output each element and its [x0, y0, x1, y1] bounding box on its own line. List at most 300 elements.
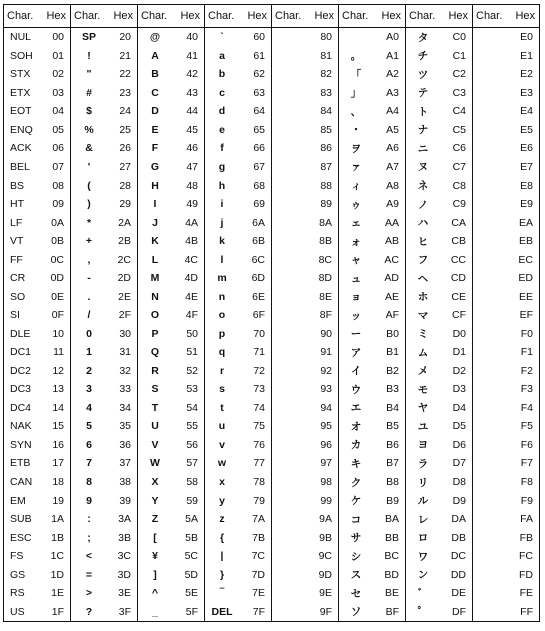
table-row	[4, 380, 70, 399]
table-row	[71, 102, 137, 121]
table-column	[473, 5, 539, 621]
header-char-label: Char.	[208, 10, 235, 22]
char-cell: w	[217, 457, 227, 470]
hex-cell: 60	[253, 31, 265, 44]
table-row	[339, 250, 405, 269]
char-cell: 、	[350, 105, 362, 118]
char-cell: ル	[417, 495, 429, 508]
table-row	[272, 158, 338, 177]
hex-cell: B7	[386, 457, 399, 470]
char-cell: ENQ	[10, 123, 33, 136]
char-cell: DLE	[10, 327, 31, 340]
table-row	[71, 584, 137, 603]
char-cell: ィ	[350, 180, 362, 193]
char-cell: )	[87, 198, 91, 211]
header-char-label: Char.	[141, 10, 168, 22]
table-row	[138, 269, 204, 288]
char-cell: ミ	[417, 328, 429, 341]
hex-cell: EA	[518, 216, 533, 229]
table-row	[4, 232, 70, 251]
hex-cell: B5	[386, 420, 399, 433]
hex-cell: F3	[520, 383, 533, 396]
hex-cell: 62	[253, 68, 265, 81]
char-cell: ヘ	[417, 272, 429, 285]
table-row	[71, 510, 137, 529]
table-row	[71, 121, 137, 140]
hex-cell: D8	[452, 476, 466, 489]
char-cell: u	[218, 420, 226, 433]
hex-cell: AD	[384, 272, 399, 285]
hex-cell: E2	[520, 68, 533, 81]
hex-cell: 99	[320, 494, 332, 507]
hex-cell: 25	[119, 123, 131, 136]
hex-cell: 8B	[319, 235, 332, 248]
char-cell: [	[153, 531, 157, 544]
table-row	[473, 417, 539, 436]
hex-cell: 7B	[252, 531, 265, 544]
table-row	[473, 528, 539, 547]
hex-cell: 8D	[318, 272, 332, 285]
column-rows	[406, 28, 472, 621]
hex-cell: 3D	[117, 568, 131, 581]
table-row	[406, 121, 472, 140]
hex-cell: 5C	[184, 550, 198, 563]
table-row	[4, 195, 70, 214]
hex-cell: 58	[186, 476, 198, 489]
hex-cell: 6F	[252, 309, 265, 322]
char-cell: CAN	[10, 476, 33, 489]
char-cell: カ	[350, 439, 362, 452]
hex-cell: 49	[186, 198, 198, 211]
hex-cell: 24	[119, 105, 131, 118]
hex-cell: 72	[253, 364, 265, 377]
char-cell: 1	[86, 346, 92, 359]
hex-cell: 3B	[118, 531, 131, 544]
char-cell: J	[152, 216, 158, 229]
hex-cell: 4D	[184, 272, 198, 285]
column-header	[339, 5, 405, 28]
column-header	[473, 5, 539, 28]
hex-cell: C6	[452, 142, 466, 155]
char-cell: ュ	[350, 272, 362, 285]
table-row	[138, 491, 204, 510]
hex-cell: C0	[452, 31, 466, 44]
char-cell: NAK	[10, 420, 32, 433]
hex-cell: E7	[520, 160, 533, 173]
table-row	[205, 399, 271, 418]
table-row	[272, 547, 338, 566]
char-cell: ウ	[350, 383, 362, 396]
hex-cell: 78	[253, 476, 265, 489]
hex-cell: 9F	[319, 605, 332, 618]
table-row	[272, 454, 338, 473]
table-row	[205, 565, 271, 584]
table-row	[272, 195, 338, 214]
char-cell: ロ	[417, 532, 429, 545]
table-row	[71, 195, 137, 214]
table-row	[339, 417, 405, 436]
hex-cell: 07	[52, 160, 64, 173]
table-row	[406, 269, 472, 288]
table-row	[473, 84, 539, 103]
char-cell: !	[87, 49, 91, 62]
char-cell: ;	[87, 531, 91, 544]
hex-cell: 6C	[251, 253, 265, 266]
char-cell: j	[220, 216, 224, 229]
table-row	[138, 473, 204, 492]
char-cell: v	[219, 438, 225, 451]
table-row	[205, 139, 271, 158]
table-row	[272, 306, 338, 325]
hex-cell: 55	[186, 420, 198, 433]
table-row	[406, 436, 472, 455]
hex-cell: 3F	[118, 605, 131, 618]
hex-cell: E1	[520, 49, 533, 62]
hex-cell: C7	[452, 160, 466, 173]
char-cell: 「	[350, 68, 362, 81]
table-row	[71, 380, 137, 399]
header-hex-label: Hex	[113, 10, 133, 22]
table-column	[205, 5, 272, 621]
hex-cell: 9C	[318, 550, 332, 563]
hex-cell: 22	[119, 68, 131, 81]
char-cell: ナ	[417, 124, 429, 137]
table-row	[205, 584, 271, 603]
table-row	[138, 454, 204, 473]
table-row	[473, 47, 539, 66]
hex-cell: CC	[450, 253, 466, 266]
hex-cell: 14	[52, 401, 64, 414]
char-cell: N	[151, 290, 159, 303]
table-row	[339, 491, 405, 510]
table-row	[272, 121, 338, 140]
table-row	[272, 84, 338, 103]
table-row	[4, 213, 70, 232]
table-row	[205, 250, 271, 269]
header-hex-label: Hex	[515, 10, 535, 22]
header-char-label: Char.	[476, 10, 503, 22]
hex-cell: 0C	[50, 253, 64, 266]
char-cell: m	[217, 272, 227, 285]
hex-cell: A8	[386, 179, 399, 192]
table-row	[272, 491, 338, 510]
table-row	[473, 102, 539, 121]
char-cell: $	[86, 105, 92, 118]
table-row	[473, 65, 539, 84]
hex-cell: 98	[320, 476, 332, 489]
hex-cell: 1C	[50, 550, 64, 563]
hex-cell: 7D	[251, 568, 265, 581]
char-cell: DC4	[10, 401, 32, 414]
char-cell: ム	[417, 346, 429, 359]
column-header	[138, 5, 204, 28]
hex-cell: 27	[119, 160, 131, 173]
hex-cell: D5	[452, 420, 466, 433]
column-header	[272, 5, 338, 28]
hex-cell: 77	[253, 457, 265, 470]
char-cell: 0	[86, 327, 92, 340]
table-row	[339, 65, 405, 84]
hex-cell: B0	[386, 327, 399, 340]
char-cell: K	[151, 235, 159, 248]
table-row	[71, 528, 137, 547]
table-row	[205, 158, 271, 177]
table-row	[339, 47, 405, 66]
table-row	[473, 28, 539, 47]
hex-cell: CD	[450, 272, 466, 285]
hex-cell: F5	[520, 420, 533, 433]
table-row	[138, 47, 204, 66]
table-column	[138, 5, 205, 621]
table-row	[272, 362, 338, 381]
table-row	[339, 584, 405, 603]
hex-cell: DB	[451, 531, 466, 544]
hex-cell: E4	[520, 105, 533, 118]
char-cell: P	[151, 327, 159, 340]
char-cell: DEL	[211, 605, 233, 618]
table-row	[71, 399, 137, 418]
hex-cell: 33	[119, 383, 131, 396]
char-cell: ESC	[10, 531, 32, 544]
char-cell: SOH	[10, 49, 33, 62]
hex-cell: 61	[253, 49, 265, 62]
char-cell: イ	[350, 365, 362, 378]
table-row	[473, 565, 539, 584]
table-row	[205, 491, 271, 510]
table-row	[272, 28, 338, 47]
table-row	[71, 473, 137, 492]
char-cell: 。	[350, 50, 362, 63]
hex-cell: B3	[386, 383, 399, 396]
table-row	[339, 176, 405, 195]
hex-cell: 32	[119, 364, 131, 377]
char-cell: n	[218, 290, 226, 303]
table-row	[339, 547, 405, 566]
hex-cell: 2E	[118, 290, 131, 303]
char-cell: e	[219, 123, 225, 136]
char-cell: 7	[86, 457, 92, 470]
hex-cell: 20	[119, 31, 131, 44]
hex-cell: AB	[384, 235, 399, 248]
hex-cell: A4	[386, 105, 399, 118]
table-column	[272, 5, 339, 621]
table-row	[339, 602, 405, 621]
char-cell: z	[219, 513, 225, 526]
char-cell: V	[151, 438, 159, 451]
char-cell: b	[218, 68, 226, 81]
char-cell: (	[87, 179, 91, 192]
table-row	[71, 436, 137, 455]
header-hex-label: Hex	[46, 10, 66, 22]
hex-cell: 92	[320, 364, 332, 377]
char-cell: ア	[350, 346, 362, 359]
table-row	[4, 250, 70, 269]
hex-cell: CB	[451, 235, 466, 248]
table-row	[138, 343, 204, 362]
char-cell: エ	[350, 402, 362, 415]
hex-cell: 9A	[319, 513, 332, 526]
table-row	[406, 528, 472, 547]
column-rows	[339, 28, 405, 621]
hex-cell: 64	[253, 105, 265, 118]
table-row	[138, 213, 204, 232]
table-row	[138, 528, 204, 547]
table-row	[205, 473, 271, 492]
hex-cell: 69	[253, 198, 265, 211]
hex-cell: 93	[320, 383, 332, 396]
char-cell: E	[151, 123, 159, 136]
char-cell: ネ	[417, 180, 429, 193]
table-column	[339, 5, 406, 621]
char-cell: ヤ	[417, 402, 429, 415]
char-cell: ・	[350, 124, 362, 137]
char-cell: k	[219, 235, 225, 248]
char-cell: L	[151, 253, 159, 266]
char-cell: BEL	[10, 160, 30, 173]
table-row	[205, 602, 271, 621]
table-row	[406, 343, 472, 362]
table-row	[473, 158, 539, 177]
hex-cell: 0E	[51, 290, 64, 303]
table-row	[406, 325, 472, 344]
char-cell: `	[220, 31, 224, 44]
char-cell: ゜	[417, 606, 429, 619]
char-cell: c	[219, 86, 225, 99]
hex-cell: 40	[186, 31, 198, 44]
table-row	[205, 417, 271, 436]
char-cell: S	[151, 383, 159, 396]
hex-cell: 7A	[252, 513, 265, 526]
char-cell: 」	[350, 87, 362, 100]
hex-cell: B2	[386, 364, 399, 377]
char-cell: ヲ	[350, 142, 362, 155]
table-row	[205, 269, 271, 288]
char-cell: モ	[417, 383, 429, 396]
hex-cell: 81	[320, 49, 332, 62]
hex-cell: A3	[386, 86, 399, 99]
table-row	[406, 158, 472, 177]
char-cell: ¥	[152, 550, 158, 563]
char-cell: q	[218, 346, 226, 359]
hex-cell: 66	[253, 142, 265, 155]
table-row	[406, 602, 472, 621]
hex-cell: A5	[386, 123, 399, 136]
hex-cell: BC	[384, 550, 399, 563]
hex-cell: DC	[450, 550, 466, 563]
hex-cell: EC	[518, 253, 533, 266]
hex-cell: 19	[52, 494, 64, 507]
char-cell: RS	[10, 587, 25, 600]
hex-cell: 9B	[319, 531, 332, 544]
char-cell: ワ	[417, 550, 429, 563]
header-hex-label: Hex	[448, 10, 468, 22]
table-row	[4, 584, 70, 603]
hex-cell: 1E	[51, 587, 64, 600]
hex-cell: 4F	[185, 309, 198, 322]
table-row	[71, 417, 137, 436]
char-cell: HT	[10, 198, 24, 211]
char-cell: ォ	[350, 235, 362, 248]
char-cell: {	[219, 531, 225, 544]
table-row	[205, 232, 271, 251]
table-row	[71, 454, 137, 473]
hex-cell: F2	[520, 364, 533, 377]
hex-cell: F0	[520, 327, 533, 340]
hex-cell: 89	[320, 198, 332, 211]
table-row	[339, 473, 405, 492]
header-hex-label: Hex	[314, 10, 334, 22]
char-cell: :	[87, 513, 91, 526]
char-cell: EM	[10, 494, 26, 507]
hex-cell: 04	[52, 105, 64, 118]
table-row	[4, 287, 70, 306]
hex-cell: 4E	[185, 290, 198, 303]
hex-cell: E6	[520, 142, 533, 155]
hex-cell: A0	[386, 31, 399, 44]
hex-cell: 87	[320, 160, 332, 173]
table-row	[272, 287, 338, 306]
hex-cell: A9	[386, 198, 399, 211]
table-row	[473, 454, 539, 473]
hex-cell: 35	[119, 420, 131, 433]
table-row	[138, 325, 204, 344]
char-cell: ャ	[350, 254, 362, 267]
table-row	[205, 528, 271, 547]
table-row	[406, 306, 472, 325]
char-cell: US	[10, 605, 25, 618]
table-row	[4, 362, 70, 381]
hex-cell: DD	[450, 568, 466, 581]
hex-cell: 52	[186, 364, 198, 377]
char-cell: ノ	[417, 198, 429, 211]
hex-cell: 85	[320, 123, 332, 136]
char-cell: C	[151, 86, 159, 99]
column-rows	[4, 28, 70, 621]
table-row	[339, 362, 405, 381]
hex-cell: 42	[186, 68, 198, 81]
table-row	[4, 84, 70, 103]
hex-cell: FB	[519, 531, 533, 544]
table-row	[4, 528, 70, 547]
table-row	[406, 176, 472, 195]
hex-cell: A1	[386, 49, 399, 62]
hex-cell: 5B	[185, 531, 198, 544]
table-row	[473, 473, 539, 492]
hex-cell: 70	[253, 327, 265, 340]
table-row	[473, 232, 539, 251]
char-cell: a	[219, 49, 225, 62]
table-row	[138, 362, 204, 381]
table-row	[406, 213, 472, 232]
table-row	[71, 84, 137, 103]
table-row	[339, 195, 405, 214]
hex-cell: EF	[519, 309, 533, 322]
hex-cell: 1B	[51, 531, 64, 544]
char-cell: F	[151, 142, 159, 155]
table-row	[138, 250, 204, 269]
char-cell: i	[220, 198, 224, 211]
column-header	[4, 5, 70, 28]
hex-cell: 2C	[117, 253, 131, 266]
table-row	[71, 343, 137, 362]
char-cell: コ	[350, 513, 362, 526]
hex-cell: 68	[253, 179, 265, 192]
hex-cell: D0	[452, 327, 466, 340]
table-row	[339, 269, 405, 288]
table-row	[406, 417, 472, 436]
table-row	[473, 287, 539, 306]
table-row	[406, 565, 472, 584]
